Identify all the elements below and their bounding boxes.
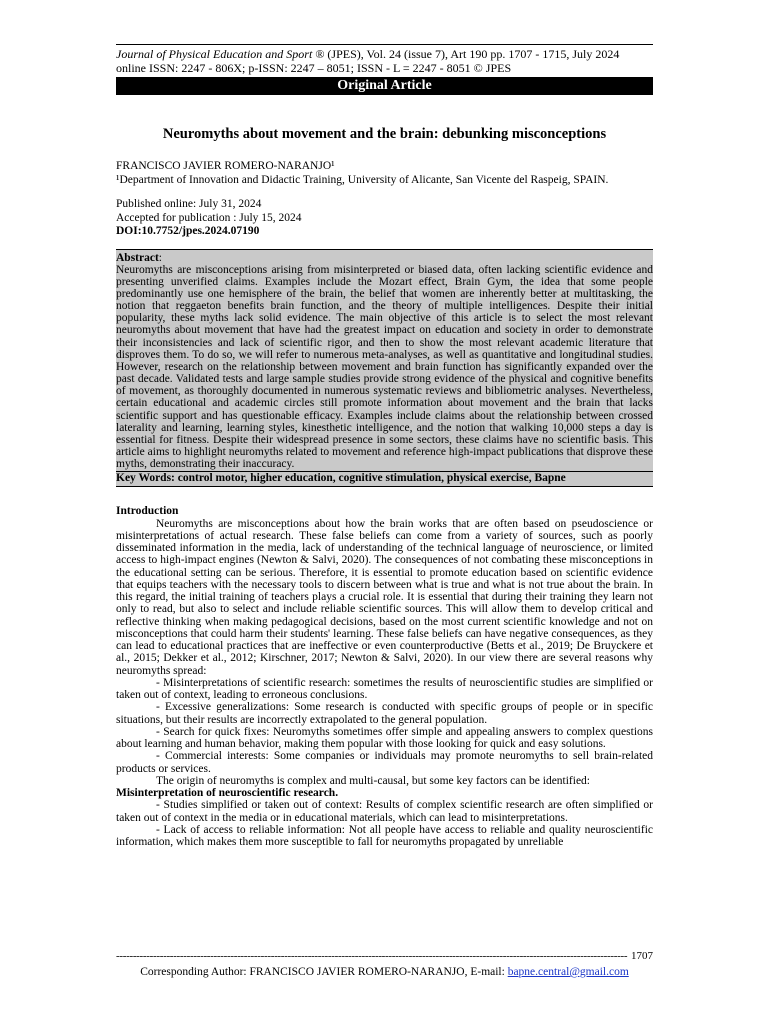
footer-dashes: -------------------------------------------------------------------------------------------------------------------------------------------------------- [116, 950, 628, 962]
paragraph: Neuromyths are misconceptions about how the brain works that are often based on pseudoscience or misinterpretations of actual research. These false beliefs can come from a variety of sources, such as poorly disseminated information in the media, lack of understanding of the technical language of neuroscience, or limited access to high-impact engines (Newton & Salvi, 2020). The consequences of not combating these misconceptions in the educational setting can be serious. Therefore, it is essential to promote education based on scientific evidence that equips teachers with the necessary tools to discern between what is true and what is not true about the brain. In this regard, the initial training of teachers plays a crucial role. It is essential that during their training they learn not only to read, but also to select and include reliable scientific sources. This will allow them to develop critical and reflective thinking when making pedagogical decisions, based on the most current scientific knowledge and not on misconceptions that could harm their students' learning. These false beliefs can have negative consequences, as they can lead to educational practices that are ineffective or even counterproductive (Betts et al., 2019; De Bruyckere et al., 2015; Dekker et al., 2012; Kirschner, 2017; Newton & Salvi, 2020). In our view there are several reasons why neuromyths spread: [116, 517, 653, 677]
bullet-item: - Studies simplified or taken out of context: Results of complex scientific research are often simplified or taken out of context in the media or in educational materials, which can lead to misinterpretations. [116, 799, 653, 824]
page-number: 1707 [631, 950, 653, 962]
article-body [116, 505, 653, 848]
journal-volume-info: ® (JPES), Vol. 24 (issue 7), Art 190 pp. 1707 - 1715, July 2024 [312, 47, 620, 61]
abstract-label: Abstract [116, 251, 159, 264]
footer-rule [116, 950, 653, 963]
bullet-item: - Commercial interests: Some companies or individuals may promote neuromyths to sell brain-related products or services. [116, 750, 653, 775]
published-date: Published online: July 31, 2024 [116, 198, 262, 210]
bullet-item: - Search for quick fixes: Neuromyths sometimes offer simple and appealing answers to complex questions about learning and human behavior, making them popular with those looking for quick and easy solutions. [116, 725, 653, 751]
accepted-date: Accepted for publication : July 15, 2024 [116, 211, 302, 224]
subsection-heading: Misinterpretation of neuroscientific research. [116, 787, 339, 800]
abstract-heading [116, 252, 653, 264]
issn-line: online ISSN: 2247 - 806X; p-ISSN: 2247 – 8051; ISSN - L = 2247 - 8051 © JPES [116, 61, 512, 75]
article-title: Neuromyths about movement and the brain: debunking misconceptions [162, 126, 607, 142]
article-page [116, 44, 653, 848]
corresponding-author-text: Corresponding Author: FRANCISCO JAVIER ROMERO-NARANJO, E-mail: [140, 966, 508, 978]
journal-citation [116, 47, 653, 61]
journal-name: Journal of Physical Education and Sport [116, 47, 313, 61]
author-name: FRANCISCO JAVIER ROMERO-NARANJO¹ [116, 160, 335, 172]
author-affiliation: ¹Department of Innovation and Didactic Training, University of Alicante, San Vicente del Raspeig, SPAIN. [116, 174, 609, 186]
email-link[interactable]: bapne.central@gmail.com [507, 966, 629, 978]
publication-dates [116, 198, 653, 239]
journal-header [116, 44, 653, 75]
abstract-text: Neuromyths are misconceptions arising from misinterpreted or biased data, often lacking scientific evidence and presenting unverified claims. Examples include the Mozart effect, Brain Gym, the idea that some people predominantly use one hemisphere of the brain, the belief that women are inherently better at multitasking, the notion that reggaeton benefits brain function, and the theory of multiple intelligences. Despite their initial popularity, these myths lack solid evidence. The main objective of this article is to select the most relevant neuromyths about movement that have had the greatest impact on education and society in order to demonstrate their inconsistencies and lack of scientific rigor, and then to show the most relevant academic literature that disproves them. To do so, we will refer to numerous meta-analyses, as well as quantitative and longitudinal studies. However, research on the relationship between movement and brain function has significantly expanded over the past decade. Validated tests and large sample studies provide strong evidence of the physical and cognitive benefits of movement, as thoroughly documented in numerous systematic reviews and bibliometric analyses. Nevertheless, certain educational and academic circles still promote information about movement and the brain that lacks scientific support and has questionable efficacy. Examples include claims about the relationship between crossed laterality and learning, learning styles, kinesthetic intelligence, and the notion that walking 10,000 steps a day is essential for fitness. Despite their widespread presence in some sectors, these claims have no scientific basis. This article aims to highlight neuromyths related to movement and reference high-impact publications that disprove these myths, demonstrating their inaccuracy. [116, 263, 653, 471]
doi: DOI:10.7752/jpes.2024.07190 [116, 225, 260, 237]
abstract-box [116, 249, 653, 488]
bullet-item: - Excessive generalizations: Some research is conducted with specific groups of people or in specific situations, but their results are incorrectly extrapolated to the general population. [116, 701, 653, 726]
keywords: Key Words: control motor, higher education, cognitive stimulation, physical exercise, Bapne [116, 471, 653, 484]
abstract-label-colon: : [158, 251, 162, 264]
bullet-item: - Misinterpretations of scientific research: sometimes the results of neuroscientific studies are simplified or taken out of context, leading to erroneous conclusions. [116, 676, 653, 702]
corresponding-author [116, 965, 653, 979]
paragraph: The origin of neuromyths is complex and multi-causal, but some key factors can be identified: [156, 774, 591, 787]
bullet-item: - Lack of access to reliable information: Not all people have access to reliable and quality neuroscientific information, which makes them more susceptible to fall for neuromyths propagated by unreliable [116, 823, 653, 849]
introduction-heading: Introduction [116, 505, 179, 518]
article-type-banner: Original Article [116, 77, 653, 95]
